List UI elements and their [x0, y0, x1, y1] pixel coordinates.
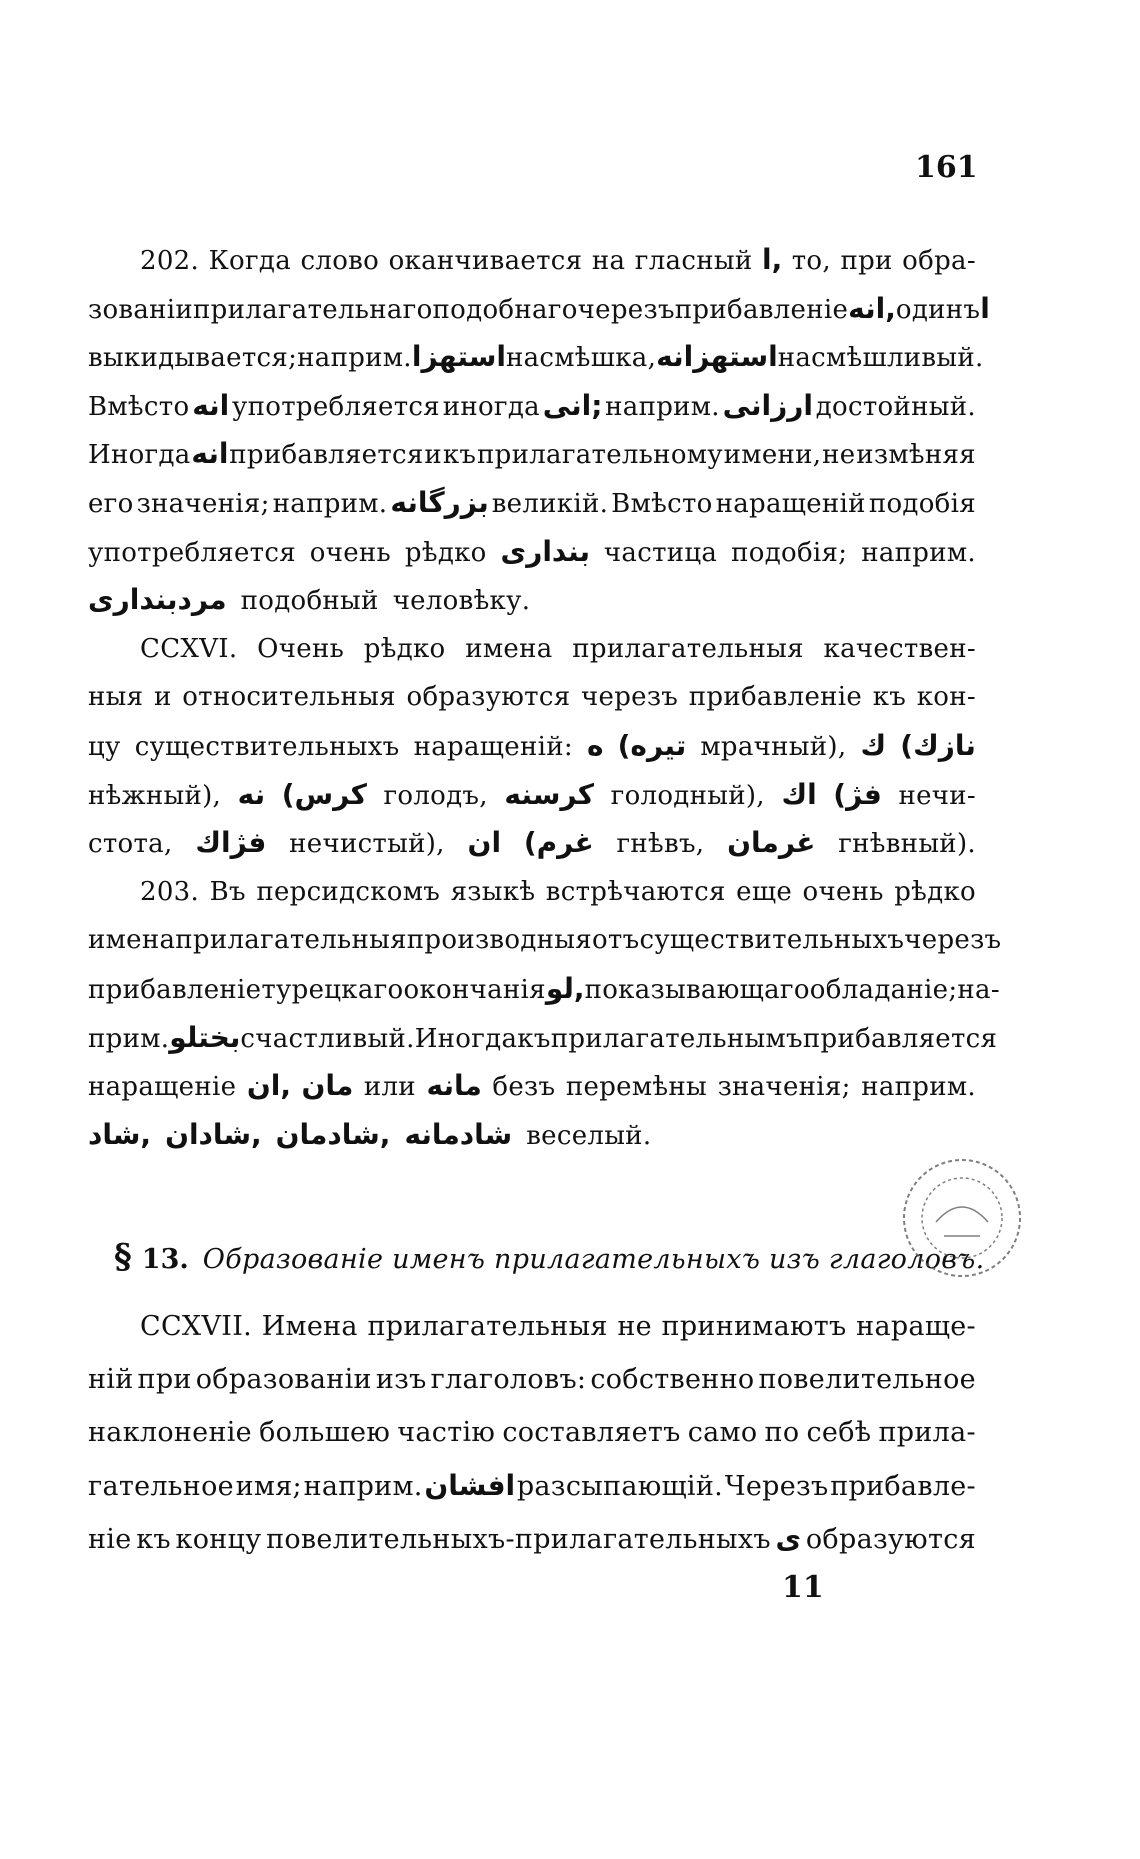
text-line [88, 1459, 976, 1512]
word: ніе [88, 1524, 132, 1555]
word: прилагательныя [367, 1311, 608, 1342]
word: употребляется [232, 391, 440, 422]
word: достойный. [815, 391, 976, 422]
word: CCXVII. [140, 1311, 253, 1342]
word: Когда [208, 246, 292, 276]
word: то, [791, 246, 831, 276]
word: къ [872, 682, 907, 713]
paragraph-block-main [88, 236, 1002, 1159]
word: принимаютъ [661, 1311, 847, 1342]
word: наращеніе [88, 1072, 237, 1103]
word: прибавленіе [88, 974, 262, 1005]
word: наклоненіе [88, 1417, 252, 1448]
word: показывающаго [584, 974, 810, 1005]
persian-word: بختلو [169, 1020, 241, 1054]
word: производныя [406, 925, 592, 956]
persian-word: (نازك [900, 728, 976, 762]
word: гательное [88, 1471, 234, 1502]
word: прибавленіе [674, 294, 849, 325]
printer-signature-mark: 11 [782, 1570, 824, 1605]
word: отъ [591, 925, 640, 956]
library-stamp-icon [896, 1152, 1028, 1284]
text-line [88, 382, 976, 431]
persian-word: مردبنداری [88, 583, 227, 617]
word: персидскомъ [256, 876, 441, 907]
word: прим. [88, 1023, 170, 1054]
text-line [88, 1300, 976, 1353]
section-number: 13. [141, 1244, 189, 1275]
text-line [88, 625, 976, 674]
word: Вмѣсто [88, 391, 190, 422]
word: образованіи [195, 1364, 372, 1395]
persian-word: ك [860, 728, 887, 762]
word: прилагательныя [572, 633, 804, 664]
word: составляетъ [502, 1417, 681, 1448]
word: еще [736, 876, 793, 907]
word: качествен- [823, 633, 976, 664]
text-line [88, 576, 976, 625]
word: гнѣвный). [838, 829, 976, 860]
text-line [88, 285, 990, 334]
word: по [764, 1417, 800, 1448]
word: подобія [868, 488, 976, 519]
word: прилагательному [477, 440, 723, 471]
word: Иногда [414, 1023, 518, 1054]
word: собственно [590, 1364, 755, 1395]
persian-word: شاد, [88, 1117, 152, 1151]
word: Очень [257, 633, 345, 664]
word: встрѣчаются [545, 876, 726, 907]
word: и [153, 682, 172, 713]
text-line [88, 771, 976, 820]
word: обладаніе; [809, 974, 958, 1005]
persian-word: (کرس [281, 777, 367, 811]
word: концу [175, 1524, 262, 1555]
word: черезъ [577, 294, 675, 325]
word: иногда [442, 391, 540, 422]
word: человѣку. [392, 586, 531, 617]
persian-word: ارزانی [722, 388, 813, 422]
word: рѣдко [404, 537, 487, 568]
word: и [424, 440, 443, 471]
persian-word: انه [191, 437, 229, 471]
word: значенія; [717, 1072, 851, 1103]
persian-word: ان [467, 826, 502, 860]
word: одинъ [895, 294, 981, 325]
word: безъ [492, 1072, 556, 1103]
word: стота, [88, 829, 173, 860]
word: къ [442, 440, 477, 471]
word: прибавляется [802, 1023, 998, 1054]
word: измѣняя [856, 440, 976, 471]
word: черезъ [904, 925, 1002, 956]
word: себѣ [806, 1417, 872, 1448]
word: наращe- [856, 1311, 976, 1342]
text-line [88, 1062, 976, 1111]
text-line [88, 430, 976, 479]
word: наприм. [297, 343, 412, 374]
word: очень [309, 537, 392, 568]
word: повелительное [758, 1364, 976, 1395]
word: подобія; [731, 537, 848, 568]
persian-word: استهزانه [656, 340, 778, 374]
text-line [88, 479, 976, 528]
word: зованіи [88, 294, 194, 325]
persian-word: لو, [545, 971, 585, 1005]
persian-word: استهزا [411, 340, 506, 374]
word: имена [465, 633, 553, 664]
word: Вмѣсто [611, 488, 713, 519]
text-line [88, 819, 976, 868]
word: насмѣшливый. [777, 343, 984, 374]
word: нечистый), [289, 829, 445, 860]
word: глаголовъ: [430, 1364, 587, 1395]
word: наприм. [605, 391, 720, 422]
word: языкѣ [450, 876, 536, 907]
persian-word: ا, [761, 243, 783, 276]
word: насмѣшка, [505, 343, 657, 374]
word: прилагательнаго [193, 294, 433, 325]
word: наприм. [272, 488, 388, 519]
word: окончанія [403, 974, 546, 1005]
text-line [88, 1111, 976, 1160]
word: частица [603, 537, 718, 568]
word: на [591, 246, 626, 276]
persian-word: مانه [426, 1069, 482, 1103]
word: значенія; [136, 488, 270, 519]
word: большею [259, 1417, 391, 1448]
word: образуются [805, 1524, 976, 1555]
word: CCXVI. [140, 633, 238, 664]
page-number: 161 [915, 150, 978, 185]
word: голодный), [610, 780, 765, 811]
text-line [88, 673, 976, 722]
word: само [687, 1417, 758, 1448]
word: черезъ [581, 682, 679, 713]
word: частію [397, 1417, 496, 1448]
persian-word: (فژ [833, 777, 882, 811]
word: прилагательнымъ [550, 1023, 803, 1054]
section-heading [114, 1237, 985, 1277]
persian-word: غرمان [727, 826, 816, 860]
word: Черезъ [724, 1471, 829, 1502]
word: подобнаго [432, 294, 578, 325]
word: при [840, 246, 893, 276]
word: веселый. [526, 1120, 652, 1151]
word: голодъ, [383, 780, 488, 811]
word: обра- [902, 246, 976, 276]
word: наприм. [861, 537, 976, 568]
word: наращеній: [413, 731, 573, 762]
word: великій. [491, 488, 609, 519]
word: нѣжный), [88, 780, 222, 811]
word: слово [300, 246, 380, 276]
text-line [88, 333, 984, 382]
word: прилагательныя [175, 925, 407, 956]
word: счастливый. [240, 1023, 415, 1054]
persian-word: فژاك [195, 826, 267, 860]
word: существительныхъ [639, 925, 905, 956]
word: къ [517, 1023, 551, 1054]
word: изъ [375, 1364, 427, 1395]
word: подобный [240, 586, 379, 617]
word: наприм. [303, 1471, 423, 1502]
persian-word: افشان [424, 1469, 516, 1502]
word: кон- [916, 682, 976, 713]
word: Иногда [88, 440, 191, 471]
word: Имена [261, 1311, 358, 1342]
text-line [88, 916, 1002, 965]
word: гласный [634, 246, 753, 276]
word: Въ [209, 876, 246, 907]
persian-word: بزرگانه [390, 485, 489, 519]
word: выкидывается; [88, 343, 298, 374]
text-line [88, 1014, 998, 1063]
word: образуются [406, 682, 571, 713]
word: 203. [140, 876, 200, 907]
persian-word: مان [301, 1069, 354, 1103]
persian-word: ان, [246, 1069, 291, 1103]
section-symbol: § [114, 1237, 132, 1277]
persian-word: (تیره [617, 728, 687, 762]
word: прибавляется [229, 440, 424, 471]
word: ныя [88, 682, 144, 713]
persian-word: ا [980, 291, 990, 325]
word: ній [88, 1364, 134, 1395]
word: прибавленіе [688, 682, 863, 713]
text-line [88, 1406, 976, 1459]
persian-word: انه [192, 388, 230, 422]
word: имени, [723, 440, 822, 471]
word: имя; [235, 1471, 302, 1502]
word: очень [802, 876, 884, 907]
persian-word: شادمان, [275, 1117, 391, 1151]
word: на- [957, 974, 1000, 1005]
persian-word: انی; [542, 388, 603, 422]
word: относительныя [182, 682, 396, 713]
word: его [88, 488, 134, 519]
text-line [88, 965, 1000, 1014]
word: цу [88, 731, 121, 762]
word: оканчивается [388, 246, 583, 276]
word: существительныхъ [134, 731, 400, 762]
word: нечи- [898, 780, 976, 811]
word: турецкаго [261, 974, 404, 1005]
word: наращеній [715, 488, 866, 519]
word: 202. [140, 246, 200, 276]
word: имена [88, 925, 176, 956]
persian-word: ی [775, 1522, 802, 1555]
word: употребляется [88, 537, 296, 568]
text-line [88, 868, 976, 917]
word: рѣдко [894, 876, 976, 907]
text-line [88, 236, 976, 285]
text-line [88, 1512, 976, 1565]
word: прибавле- [830, 1471, 976, 1502]
persian-word: کرسنه [504, 777, 595, 811]
word: при [137, 1364, 192, 1395]
word: перемѣны [565, 1072, 707, 1103]
text-line [88, 1353, 976, 1406]
word: повелительныхъ-прилагательныхъ [266, 1524, 771, 1555]
word: наприм. [861, 1072, 976, 1103]
paragraph-block-ccxvii [88, 1300, 976, 1565]
word: мрачный), [700, 731, 847, 762]
word: разсыпающій. [516, 1471, 724, 1502]
text-line [88, 528, 976, 577]
persian-word: بنداری [500, 534, 591, 568]
word: къ [136, 1524, 171, 1555]
persian-word: شادمانه [404, 1117, 513, 1151]
persian-word: انه, [848, 291, 896, 325]
word: рѣдко [363, 633, 446, 664]
text-line [88, 722, 976, 771]
persian-word: (غرم [523, 826, 594, 860]
word: не [617, 1311, 652, 1342]
section-title: Образованіе именъ прилагательныхъ изъ глаголовъ. [202, 1244, 985, 1275]
word: не [822, 440, 856, 471]
persian-word: اك [781, 777, 817, 811]
persian-word: نه [237, 777, 266, 811]
word: или [363, 1072, 416, 1103]
word: прила- [878, 1417, 976, 1448]
persian-word: شادان, [165, 1117, 262, 1151]
persian-word: ه [587, 728, 604, 762]
word: гнѣвъ, [616, 829, 705, 860]
